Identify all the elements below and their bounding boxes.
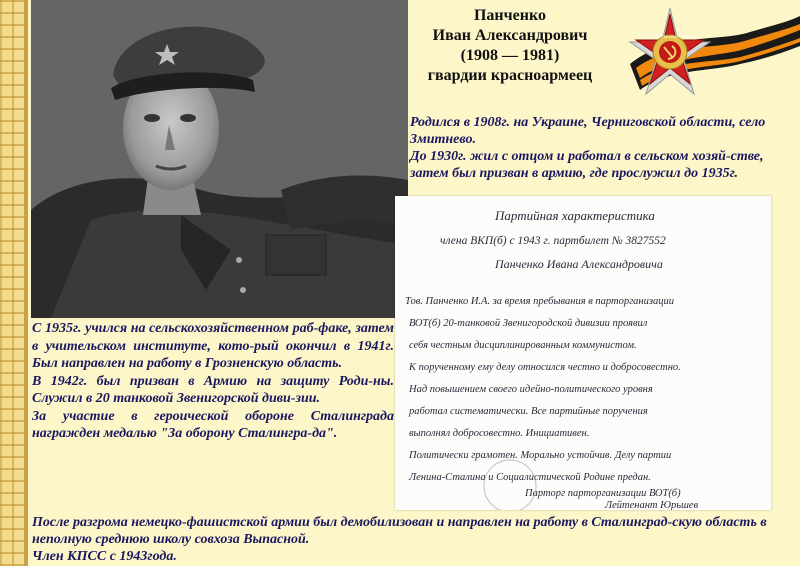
doc-line: Панченко Ивана Александровича [495,257,663,271]
doc-line: себя честным дисциплинированным коммунистом. [409,340,637,351]
decorative-border [0,0,28,566]
bio-paragraph: С 1935г. учился на сельскохозяйственном раб-факе, затем в учительском институте, кото-рый окончил в 1941г. Был направлен на работу в Грозненскую область. [32,321,394,371]
bio-paragraph: За участие в героической обороне Сталинграда награжден медалью "За оборону Сталингра-да". [32,408,394,441]
bio-paragraph: Член КПСС с 1943года. [32,549,177,564]
full-name: Иван Александрович [432,27,588,44]
doc-line: Парторг парторганизации ВОТ(б) [525,488,681,499]
portrait-photo [31,0,408,318]
bio-paragraph: После разгрома немецко-фашистской армии был демобилизован и направлен на работу в Сталинград-скую область в неполную среднюю школу совхоза Выпасной. [32,515,767,547]
doc-line: Политически грамотен. Морально устойчив. Делу партии [409,450,672,461]
surname: Панченко [473,7,546,24]
doc-line: Ленина-Сталина и Социалистической Родине предан. [409,472,651,483]
biography-top [410,114,796,182]
doc-line: К порученному ему делу относился честно и добросовестно. [409,362,681,373]
bio-paragraph: Родился в 1908г. на Украине, Черниговской области, село Змитнево. [410,115,766,147]
doc-line: выполнял добросовестно. Инициативен. [409,428,590,439]
doc-line: ВОТ(б) 20-танковой Звенигородской дивизии проявил [409,318,648,329]
doc-line: Тов. Панченко И.А. за время пребывания в парторганизации [405,296,674,307]
doc-line: Над повышением своего идейно-политического уровня [409,384,653,395]
military-rank: гвардии красноармеец [427,67,593,84]
party-reference-document [395,196,771,510]
biography-left [32,320,394,443]
bio-paragraph: До 1930г. жил с отцом и работал в сельском хозяй-стве, затем был призван в армию, где прослужил до 1935г. [410,149,764,181]
doc-line: Партийная характеристика [495,208,655,223]
doc-line: работал систематически. Все партийные поручения [409,406,648,417]
life-years: (1908 — 1981) [460,47,560,64]
doc-line: члена ВКП(б) с 1943 г. партбилет № 3827552 [440,235,666,247]
person-header [410,6,610,86]
order-of-patriotic-war-icon [610,2,800,110]
biography-bottom [32,514,772,565]
doc-line: Лейтенант Юрьшев [605,500,699,510]
medal-inscription: ОТЕЧЕСТВЕННАЯ ВОЙНА [644,34,696,39]
bio-paragraph: В 1942г. был призван в Армию на защиту Роди-ны. Служил в 20 танковой Звенигорской диви-зии. [32,373,394,406]
stamp-mark [484,460,536,510]
